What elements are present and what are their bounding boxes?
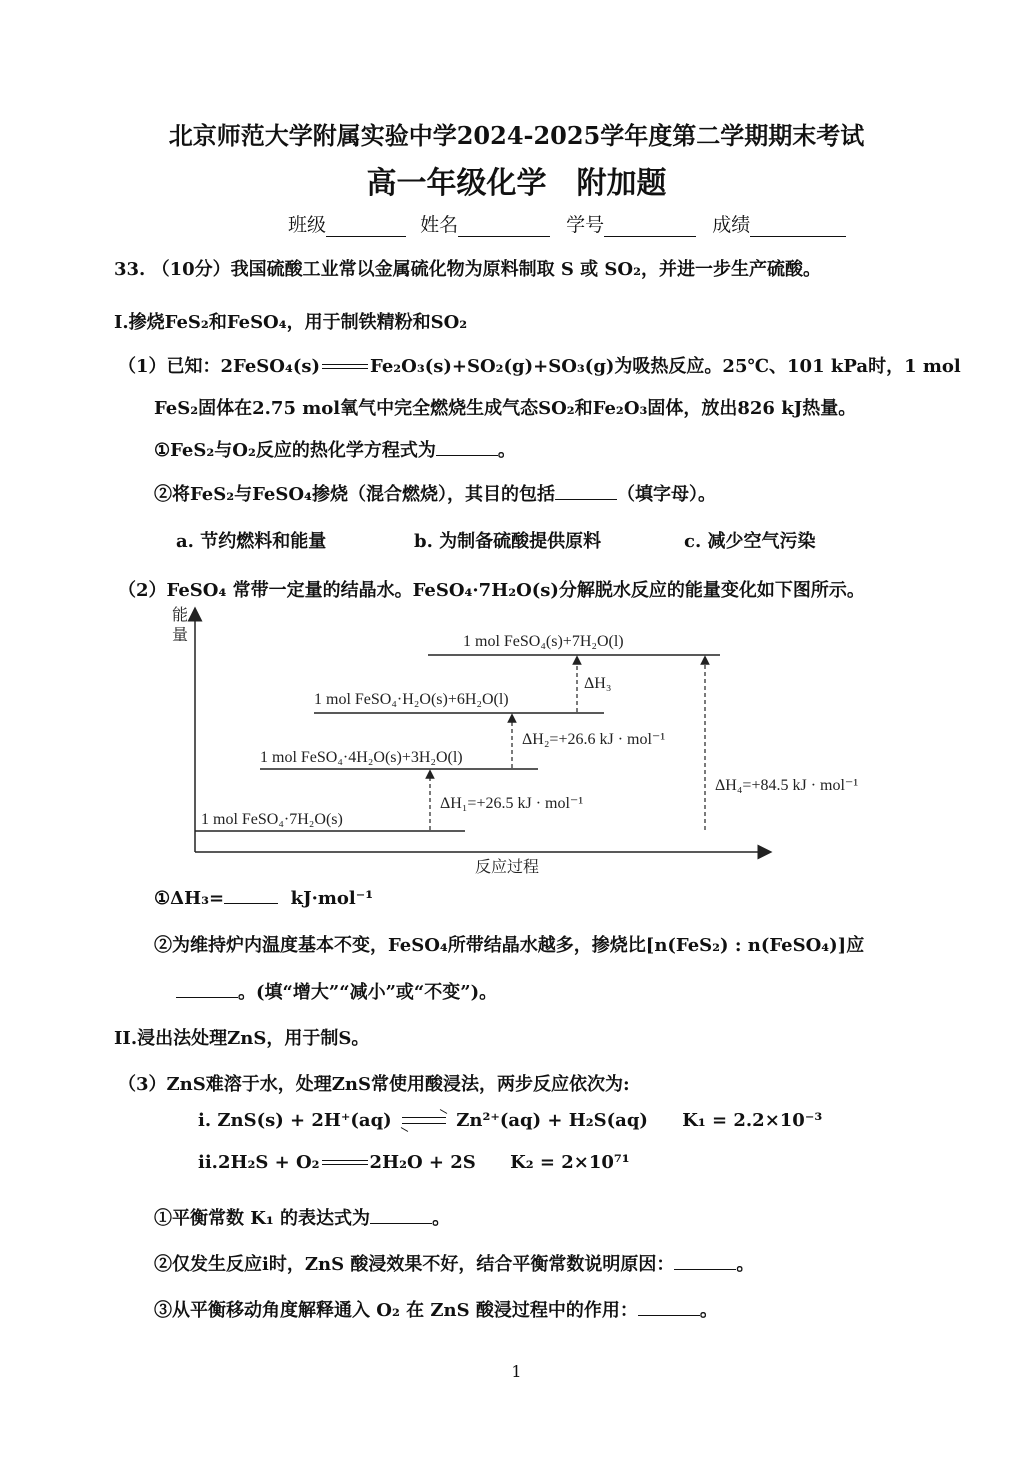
answer-blank[interactable] [674,1251,736,1270]
answer-blank[interactable] [555,481,617,500]
x-axis-label: 反应过程 [475,859,540,876]
answer-blank[interactable] [224,885,278,904]
class-blank[interactable] [326,216,406,237]
question-33-intro: 33. （10分）我国硫酸工业常以金属硫化物为原料制取 S 或 SO₂，并进一步生产硫酸。 [114,259,821,280]
part-3-q3-text: ③从平衡移动角度解释通入 O₂ 在 ZnS 酸浸过程中的作用： [154,1300,638,1321]
energy-diagram [160,604,859,876]
part-1-given [118,352,961,378]
part-2-q1-unit: kJ·mol⁻¹ [290,888,374,909]
part-3-q1 [154,1204,450,1230]
eq2-right: 2H₂O + 2S [369,1152,476,1173]
name-label: 姓名 [420,214,459,236]
part-1-q1 [154,436,516,462]
part-1-given-b: Fe₂O₃(s)+SO₂(g)+SO₃(g)为吸热反应。25℃、101 kPa时，1 mol [370,356,961,377]
page-number: 1 [511,1362,522,1381]
answer-blank[interactable] [638,1297,700,1316]
part-3-q3 [154,1296,718,1322]
delta-h1-label: ΔH₁=+26.5 kJ · mol⁻¹ [440,795,584,812]
option-b: b. 为制备硫酸提供原料 [414,531,602,552]
part-3-q2-end: 。 [736,1254,755,1275]
section-2-title: II.浸出法处理ZnS，用于制S。 [114,1028,370,1049]
part-2-q1 [154,885,373,909]
answer-blank[interactable] [176,979,238,998]
part-1-q2 [154,480,716,506]
part-1-q2-text: ②将FeS₂与FeSO₄掺烧（混合燃烧），其目的包括 [154,484,555,505]
part-1-q2-end: （填字母）。 [616,484,716,505]
eq1-k: K₁ = 2.2×10⁻³ [682,1110,823,1131]
part-3-q1-end: 。 [432,1208,451,1229]
answer-blank[interactable] [436,437,498,456]
part-3-text: （3）ZnS难溶于水，处理ZnS常使用酸浸法，两步反应依次为: [118,1074,630,1095]
part-3-q2 [154,1250,754,1276]
part-1-q1-end: 。 [497,440,516,461]
name-blank[interactable] [458,216,550,237]
equals-arrow [322,1159,368,1167]
id-blank[interactable] [604,216,696,237]
eq2-left: ii.2H₂S + O₂ [198,1152,320,1173]
part-2-q1-text: ①ΔH₃= [154,888,225,909]
part-2-q2-end: 。(填“增大”“减小”或“不变”)。 [238,982,498,1003]
exam-subtitle: 高一年级化学 附加题 [366,166,667,201]
part-1-given-c: FeS₂固体在2.75 mol氧气中完全燃烧生成气态SO₂和Fe₂O₃固体，放出826 kJ热量。 [154,398,857,419]
section-1-title: I.掺烧FeS₂和FeSO₄，用于制铁精粉和SO₂ [114,312,468,333]
option-a: a. 节约燃料和能量 [176,531,327,552]
y-axis-label-1: 能 [172,607,189,624]
equilibrium-arrow [402,1116,446,1126]
part-2-q2-cont [176,978,497,1004]
eq1-left: i. ZnS(s) + 2H⁺(aq) [198,1110,392,1131]
score-blank[interactable] [750,216,846,237]
equals-arrow [322,363,368,371]
score-label: 成绩 [712,214,751,236]
level-label-0: 1 mol FeSO₄·7H₂O(s) [201,811,343,828]
part-1-given-a: （1）已知：2FeSO₄(s) [118,356,321,377]
part-2-q2: ②为维持炉内温度基本不变，FeSO₄所带结晶水越多，掺烧比[n(FeS₂) : n(FeSO₄)]应 [154,935,865,956]
part-3-q2-text: ②仅发生反应i时，ZnS 酸浸效果不好，结合平衡常数说明原因： [154,1254,675,1275]
exam-title: 北京师范大学附属实验中学2024-2025学年度第二学期期末考试 [168,121,865,150]
delta-h2-label: ΔH₂=+26.6 kJ · mol⁻¹ [522,731,666,748]
delta-h3-label: ΔH₃ [584,675,612,692]
level-label-3: 1 mol FeSO₄(s)+7H₂O(l) [463,633,624,650]
level-label-2: 1 mol FeSO₄·H₂O(s)+6H₂O(l) [314,691,509,708]
equation-1 [198,1110,822,1131]
id-label: 学号 [566,214,605,236]
part-1-q1-text: ①FeS₂与O₂反应的热化学方程式为 [154,440,436,461]
option-c: c. 减少空气污染 [684,531,816,552]
answer-blank[interactable] [370,1205,432,1224]
part-3-q3-end: 。 [699,1300,718,1321]
level-label-1: 1 mol FeSO₄·4H₂O(s)+3H₂O(l) [260,749,463,766]
part-2-text: （2）FeSO₄ 常带一定量的结晶水。FeSO₄·7H₂O(s)分解脱水反应的能量变化如下图所示。 [118,580,865,601]
student-info [288,210,846,237]
part-3-q1-text: ①平衡常数 K₁ 的表达式为 [154,1208,371,1229]
equation-2 [198,1152,630,1173]
class-label: 班级 [288,214,327,236]
y-axis-label-2: 量 [172,627,189,644]
eq1-right: Zn²⁺(aq) + H₂S(aq) [456,1110,648,1131]
eq2-k: K₂ = 2×10⁷¹ [510,1152,630,1173]
delta-h4-label: ΔH₄=+84.5 kJ · mol⁻¹ [715,777,859,794]
